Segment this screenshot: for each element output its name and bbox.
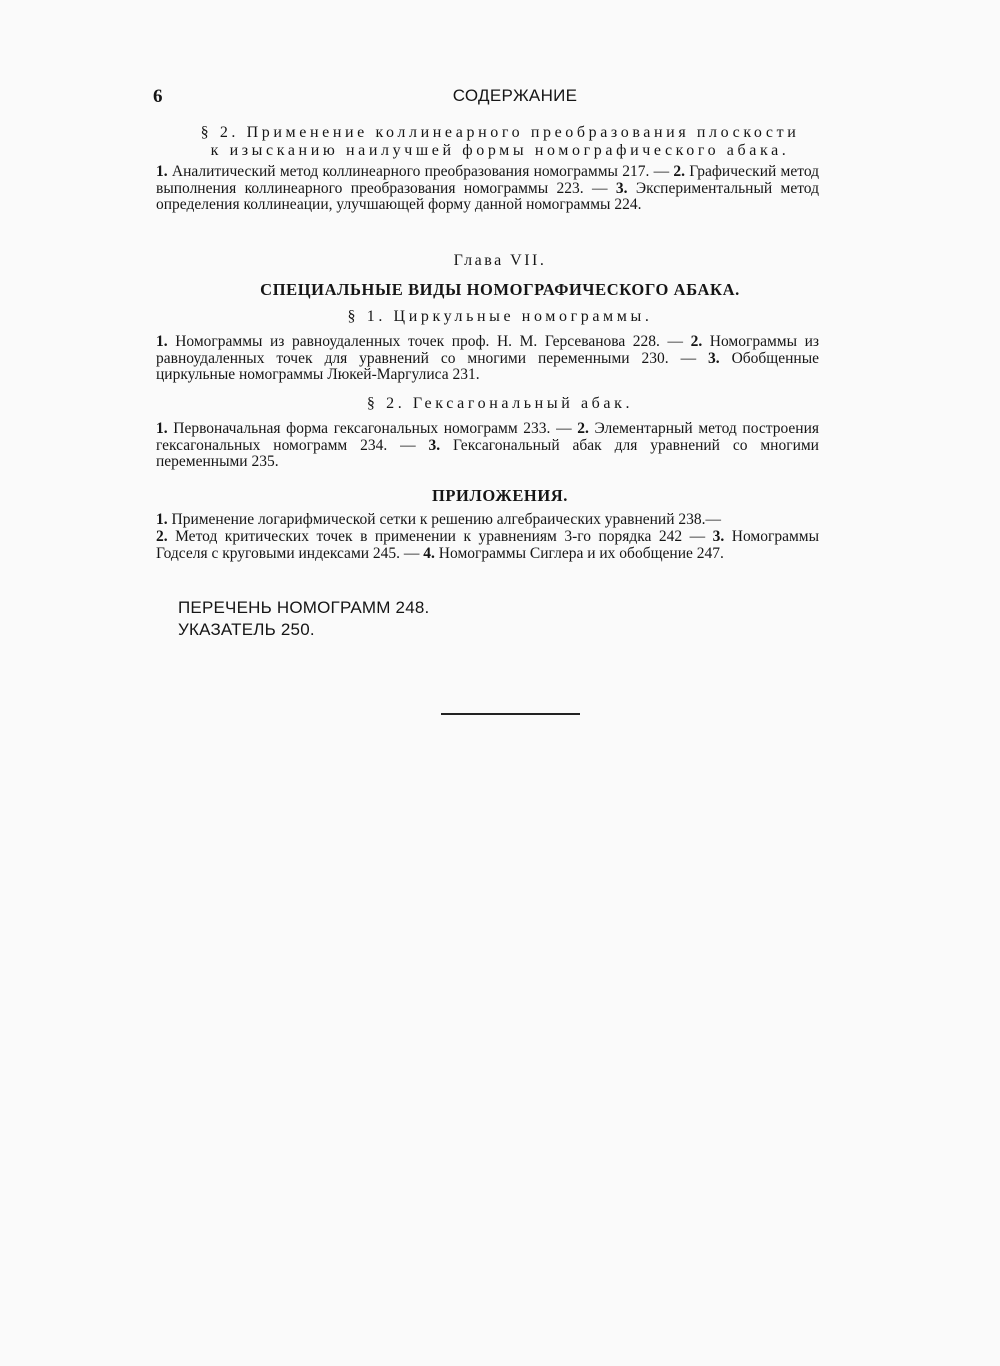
toc-paragraph xyxy=(156,164,819,214)
page-number: 6 xyxy=(153,86,163,107)
item-number: 1. xyxy=(156,333,168,350)
section-heading: § 1. Циркульные номограммы. xyxy=(347,308,653,325)
toc-entry: Номограммы Сиглера и их обобщение 247. xyxy=(434,544,724,562)
toc-entry: Номограммы из равноудаленных точек для уравнений со многими переменными 230. — xyxy=(156,333,819,367)
section-heading xyxy=(160,124,840,160)
toc-paragraph xyxy=(156,334,819,384)
item-number: 1. xyxy=(156,420,168,437)
appendices-title: ПРИЛОЖЕНИЯ. xyxy=(431,486,569,505)
item-number: 3. xyxy=(615,179,628,197)
section-heading-line: § 2. Применение коллинеарного преобразования плоскости xyxy=(200,124,800,141)
toc-paragraph xyxy=(156,529,819,562)
item-number: 2. xyxy=(577,420,589,437)
toc-paragraph xyxy=(156,421,819,471)
item-number: 3. xyxy=(428,436,441,454)
item-number: 3. xyxy=(708,349,720,367)
toc-entry: Гексагональный абак для уравнений со многими переменными 235. xyxy=(156,436,819,471)
item-number: 3. xyxy=(712,528,725,545)
toc-entry: Метод критических точек в применении к уравнениям 3-го порядка 242 — xyxy=(167,528,713,545)
index-entry: УКАЗАТЕЛЬ 250. xyxy=(178,620,315,639)
toc-entry: Применение логарифмической сетки к решению алгебраических уравнений 238.— xyxy=(167,511,722,528)
running-head: СОДЕРЖАНИЕ xyxy=(452,86,578,105)
item-number: 2. xyxy=(156,528,168,545)
item-number: 1. xyxy=(156,511,168,528)
end-rule xyxy=(441,713,580,715)
toc-paragraph xyxy=(156,512,819,529)
toc-entry: Графический метод выполнения коллинеарного преобразования номограммы 223. — xyxy=(156,163,820,197)
item-number: 2. xyxy=(673,163,685,180)
toc-entry: Номограммы из равноудаленных точек проф. Н. М. Герсеванова 228. — xyxy=(167,333,691,350)
toc-entry: Номограммы Годселя с круговыми индексами 245. — xyxy=(156,528,819,562)
item-number: 2. xyxy=(690,333,703,350)
toc-entry: Первоначальная форма гексагональных номограмм 233. — xyxy=(167,420,578,437)
chapter-title: СПЕЦИАЛЬНЫЕ ВИДЫ НОМОГРАФИЧЕСКОГО АБАКА. xyxy=(260,280,740,299)
item-number: 1. xyxy=(156,163,168,180)
chapter-label: Глава VII. xyxy=(453,252,547,269)
item-number: 4. xyxy=(423,544,435,562)
toc-entry: Аналитический метод коллинеарного преобразования номограммы 217. — xyxy=(167,163,674,180)
list-of-nomograms-entry: ПЕРЕЧЕНЬ НОМОГРАММ 248. xyxy=(178,598,430,617)
toc-entry: Обобщенные циркульные номограммы Люкей-Маргулиса 231. xyxy=(156,349,819,384)
section-heading-line: к изысканию наилучшей формы номографического абака. xyxy=(210,142,790,159)
section-heading: § 2. Гексагональный абак. xyxy=(366,395,634,412)
toc-entry: Экспериментальный метод определения коллинеации, улучшающей форму данной номограммы 224. xyxy=(156,179,819,214)
toc-entry: Элементарный метод построения гексагональных номограмм 234. — xyxy=(156,420,819,454)
